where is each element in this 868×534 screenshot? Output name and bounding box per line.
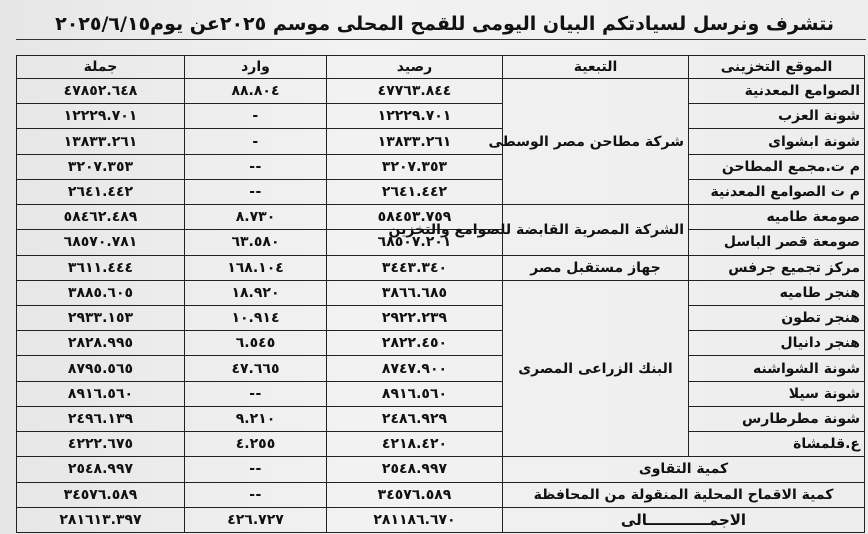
total-cell: ٣٤٥٧٦.٥٨٩: [17, 482, 185, 507]
balance-cell: ٣٨٦٦.٦٨٥: [327, 280, 503, 305]
location-cell: م ت.مجمع المطاحن: [689, 154, 865, 179]
incoming-cell: -: [185, 129, 327, 154]
grand-total-label: الاجمــــــــــــالى: [503, 507, 865, 532]
balance-cell: ٢٨١١٨٦.٦٧٠: [327, 507, 503, 532]
header-location: الموقع التخزينى: [689, 56, 865, 79]
incoming-cell: --: [185, 482, 327, 507]
balance-cell: ٣٤٤٣.٣٤٠: [327, 255, 503, 280]
incoming-cell: ١٠.٩١٤: [185, 305, 327, 330]
location-cell: م ت الصوامع المعدنية: [689, 179, 865, 204]
grand-total-row: [17, 507, 865, 532]
table-row: [17, 79, 865, 104]
affiliation-cell: جهاز مستقبل مصر: [503, 255, 689, 280]
location-cell: شونة ابشواى: [689, 129, 865, 154]
seeds-row: [17, 457, 865, 482]
incoming-cell: --: [185, 179, 327, 204]
total-cell: ٢٩٣٣.١٥٣: [17, 305, 185, 330]
balance-cell: ٢٦٤١.٤٤٢: [327, 179, 503, 204]
table-row: [17, 129, 865, 154]
total-cell: ٦٨٥٧٠.٧٨١: [17, 230, 185, 255]
incoming-cell: ٦.٥٤٥: [185, 331, 327, 356]
total-cell: ٢٨١٦١٣.٣٩٧: [17, 507, 185, 532]
location-cell: هنجر طاميه: [689, 280, 865, 305]
table-row: [17, 356, 865, 381]
header-total: جملة: [17, 56, 185, 79]
incoming-cell: ٤٧.٦٦٥: [185, 356, 327, 381]
incoming-cell: ٤٢٦.٧٢٧: [185, 507, 327, 532]
balance-cell: ٢٥٤٨.٩٩٧: [327, 457, 503, 482]
header-balance: رصيد: [327, 56, 503, 79]
affiliation-cell: شركة مطاحن مصر الوسطى: [503, 79, 689, 205]
balance-cell: ٨٧٤٧.٩٠٠: [327, 356, 503, 381]
total-cell: ١٣٨٣٣.٢٦١: [17, 129, 185, 154]
balance-cell: ٣٤٥٧٦.٥٨٩: [327, 482, 503, 507]
total-cell: ٢٤٩٦.١٣٩: [17, 406, 185, 431]
table-row: [17, 205, 865, 230]
incoming-cell: ٦٣.٥٨٠: [185, 230, 327, 255]
balance-cell: ٢٤٨٦.٩٢٩: [327, 406, 503, 431]
incoming-cell: ٤.٢٥٥: [185, 432, 327, 457]
table-row: [17, 331, 865, 356]
total-cell: ٣٨٨٥.٦٠٥: [17, 280, 185, 305]
table-row: [17, 104, 865, 129]
location-cell: الصوامع المعدنية: [689, 79, 865, 104]
location-cell: شونة العزب: [689, 104, 865, 129]
incoming-cell: --: [185, 154, 327, 179]
balance-cell: ٤٧٧٦٣.٨٤٤: [327, 79, 503, 104]
table-row: [17, 406, 865, 431]
balance-cell: ٨٩١٦.٥٦٠: [327, 381, 503, 406]
balance-cell: ٤٢١٨.٤٢٠: [327, 432, 503, 457]
incoming-cell: ٨.٧٣٠: [185, 205, 327, 230]
location-cell: شونة الشواشنه: [689, 356, 865, 381]
balance-cell: ٢٨٢٢.٤٥٠: [327, 331, 503, 356]
affiliation-cell: الشركة المصرية القابضة للصوامع والتخزين: [503, 205, 689, 255]
title-underline: [16, 39, 866, 40]
wheat-stock-table: [16, 55, 865, 533]
total-cell: ٢٥٤٨.٩٩٧: [17, 457, 185, 482]
total-cell: ١٢٢٢٩.٧٠١: [17, 104, 185, 129]
location-cell: مركز تجميع جرفس: [689, 255, 865, 280]
location-cell: ع.قلمشاة: [689, 432, 865, 457]
incoming-cell: ٩.٢١٠: [185, 406, 327, 431]
table-header-row: [17, 56, 865, 79]
balance-cell: ٦٨٥٠٧.٢٠١: [327, 230, 503, 255]
incoming-cell: -: [185, 104, 327, 129]
table-row: [17, 179, 865, 204]
location-cell: شونة مطرطارس: [689, 406, 865, 431]
seeds-label: كمية التقاوى: [503, 457, 865, 482]
balance-cell: ١٢٢٢٩.٧٠١: [327, 104, 503, 129]
document-title: نتشرف ونرسل لسيادتكم البيان اليومى للقمح المحلى موسم ٢٠٢٥عن يوم٢٠٢٥/٦/١٥: [55, 13, 834, 35]
total-cell: ٥٨٤٦٢.٤٨٩: [17, 205, 185, 230]
header-affiliation: التبعية: [503, 56, 689, 79]
total-cell: ٣٦١١.٤٤٤: [17, 255, 185, 280]
location-cell: هنجر دانيال: [689, 331, 865, 356]
location-cell: صومعة طاميه: [689, 205, 865, 230]
incoming-cell: ٨٨.٨٠٤: [185, 79, 327, 104]
location-cell: شونة سيلا: [689, 381, 865, 406]
location-cell: هنجر تطون: [689, 305, 865, 330]
table-row: [17, 255, 865, 280]
table-row: [17, 154, 865, 179]
total-cell: ٨٧٩٥.٥٦٥: [17, 356, 185, 381]
header-incoming: وارد: [185, 56, 327, 79]
transferred-label: كمية الاقماح المحلية المنقولة من المحافظة: [503, 482, 865, 507]
total-cell: ٢٦٤١.٤٤٢: [17, 179, 185, 204]
incoming-cell: ١٨.٩٢٠: [185, 280, 327, 305]
total-cell: ٣٢٠٧.٣٥٣: [17, 154, 185, 179]
table-row: [17, 305, 865, 330]
location-cell: صومعة قصر الباسل: [689, 230, 865, 255]
incoming-cell: --: [185, 381, 327, 406]
table-row: [17, 230, 865, 255]
total-cell: ٢٨٢٨.٩٩٥: [17, 331, 185, 356]
incoming-cell: --: [185, 457, 327, 482]
table-row: [17, 280, 865, 305]
total-cell: ٨٩١٦.٥٦٠: [17, 381, 185, 406]
incoming-cell: ١٦٨.١٠٤: [185, 255, 327, 280]
balance-cell: ٥٨٤٥٣.٧٥٩: [327, 205, 503, 230]
transferred-row: [17, 482, 865, 507]
table-row: [17, 381, 865, 406]
affiliation-cell: البنك الزراعى المصرى: [503, 280, 689, 457]
balance-cell: ٢٩٢٢.٢٣٩: [327, 305, 503, 330]
total-cell: ٤٢٢٢.٦٧٥: [17, 432, 185, 457]
balance-cell: ٣٢٠٧.٣٥٣: [327, 154, 503, 179]
balance-cell: ١٣٨٣٣.٢٦١: [327, 129, 503, 154]
total-cell: ٤٧٨٥٢.٦٤٨: [17, 79, 185, 104]
table-row: [17, 432, 865, 457]
